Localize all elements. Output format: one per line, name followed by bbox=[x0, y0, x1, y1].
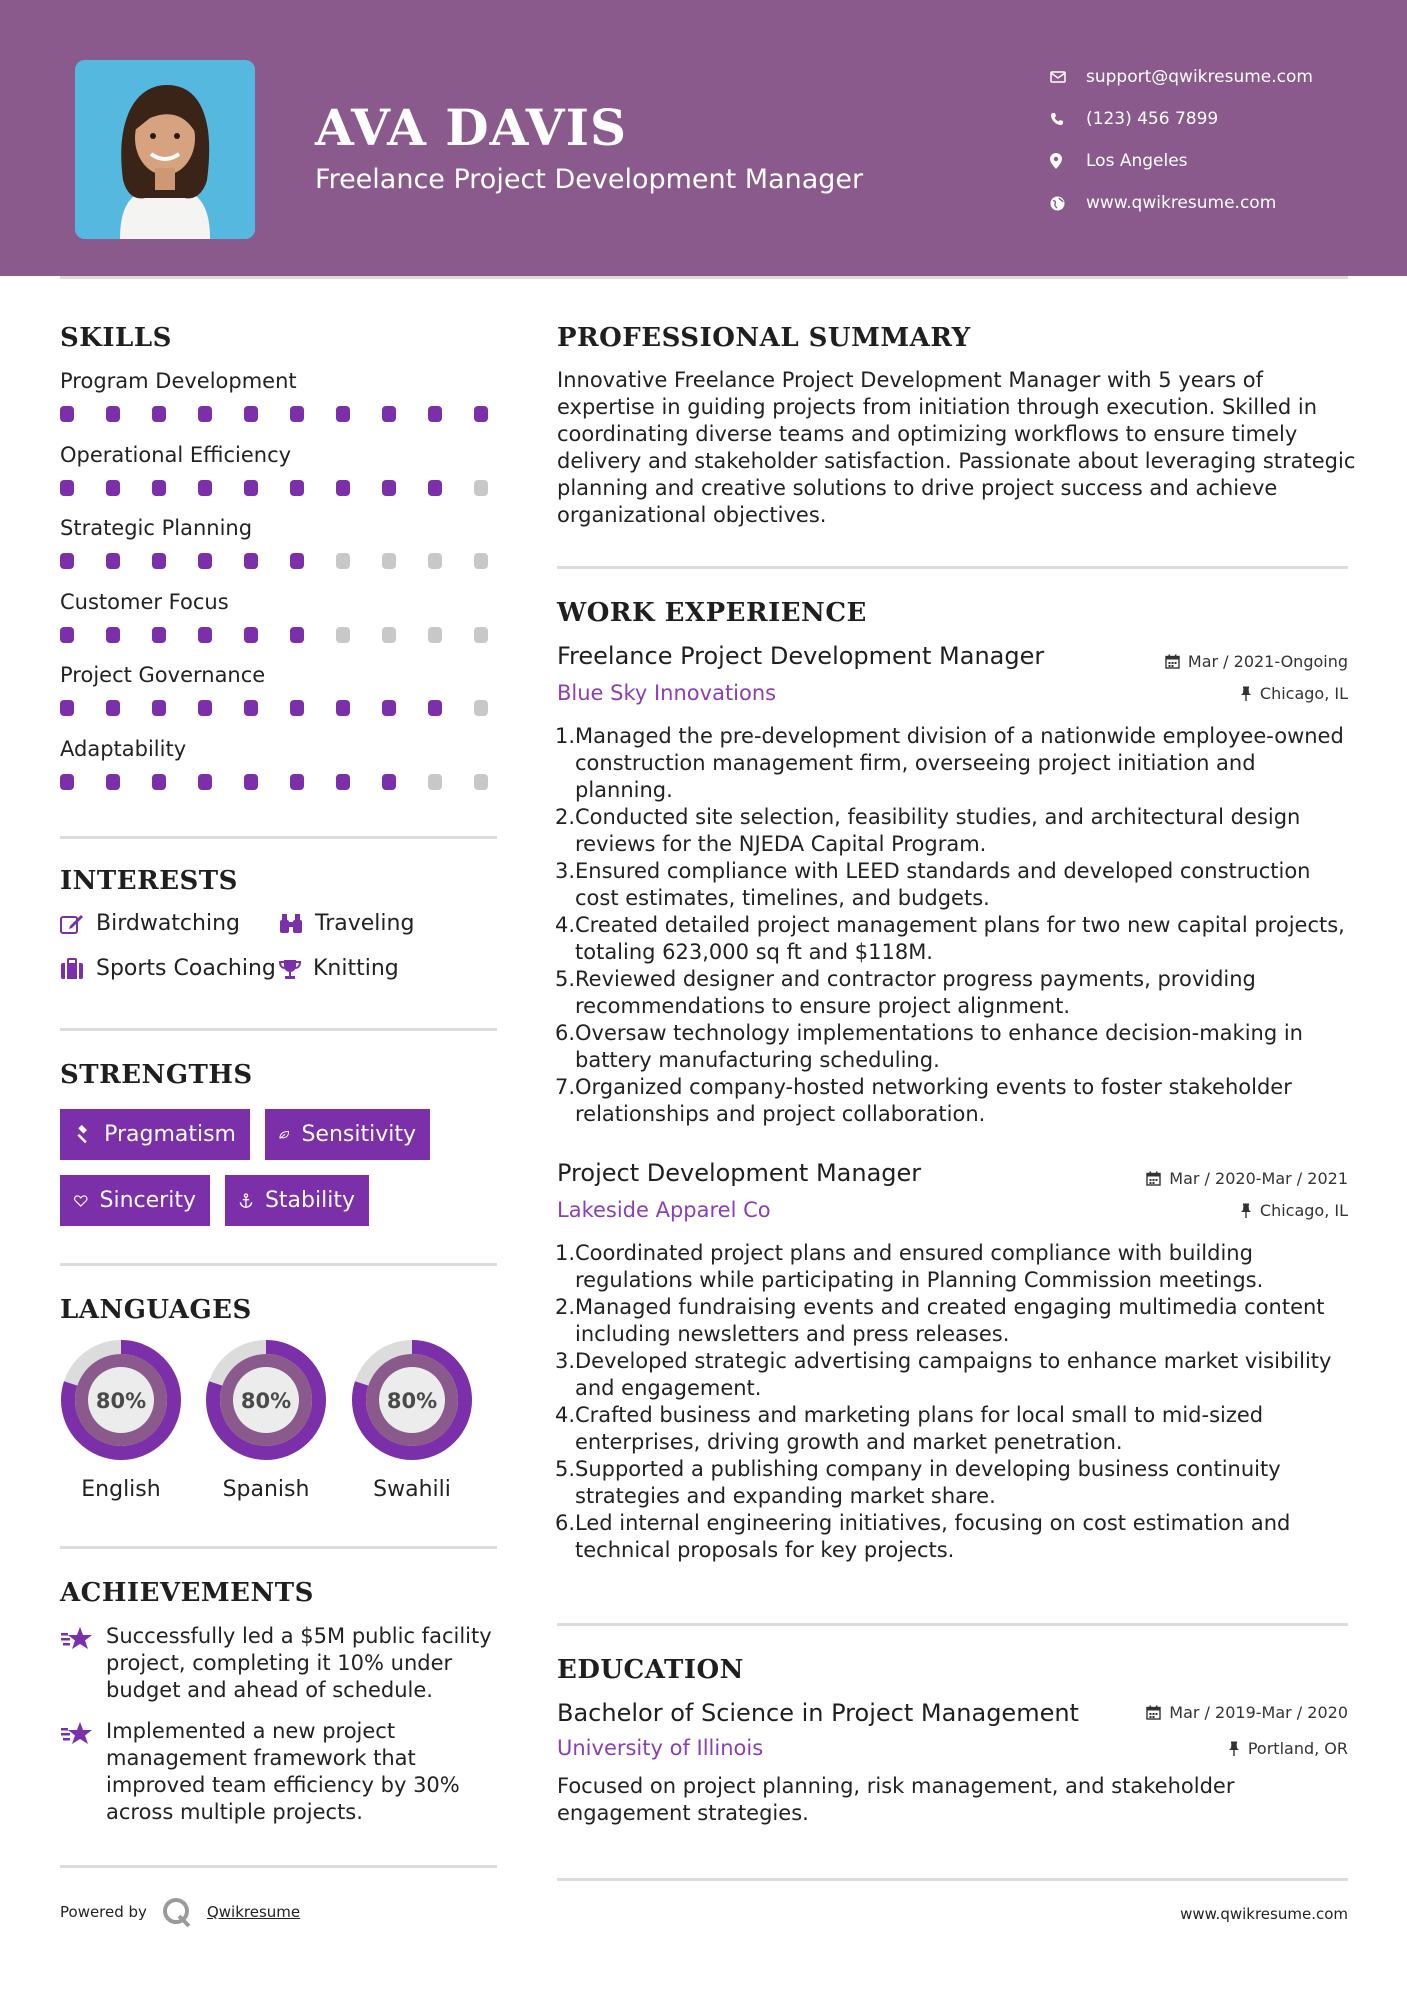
interest-item bbox=[60, 911, 240, 936]
contact-website[interactable] bbox=[1050, 182, 1313, 224]
rating-dot-empty bbox=[382, 627, 396, 643]
language-ring bbox=[205, 1339, 327, 1461]
heart-icon bbox=[74, 1191, 88, 1211]
job-dates-text: Mar / 2021-Ongoing bbox=[1187, 652, 1348, 671]
binoculars-icon bbox=[279, 913, 303, 935]
achievements-title: ACHIEVEMENTS bbox=[60, 1578, 314, 1608]
rating-dot-filled bbox=[382, 480, 396, 496]
bullet-text: Ensured compliance with LEED standards and developed construction cost estimates, timelines, and budgets. bbox=[575, 859, 1311, 910]
skill-name: Program Development bbox=[60, 369, 297, 393]
rating-dot-empty bbox=[428, 774, 442, 790]
skill-name: Customer Focus bbox=[60, 589, 229, 614]
rating-dot-filled bbox=[290, 700, 304, 716]
rating-dot-filled bbox=[60, 700, 74, 716]
interest-label: Knitting bbox=[313, 956, 399, 981]
achievement-item bbox=[60, 1718, 500, 1826]
strength-tag bbox=[265, 1109, 430, 1160]
education-dates bbox=[1146, 1703, 1348, 1722]
contact-email-text: support@qwikresume.com bbox=[1086, 67, 1313, 87]
rating-dot-filled bbox=[198, 774, 212, 790]
bullet-number: 6. bbox=[554, 1511, 575, 1535]
job-bullet bbox=[554, 1402, 1357, 1456]
brand-link[interactable]: Qwikresume bbox=[206, 1903, 301, 1921]
rating-dot-empty bbox=[474, 553, 488, 569]
job-dates bbox=[1146, 1169, 1348, 1188]
experience-divider bbox=[557, 1623, 1348, 1626]
bullet-text: Managed the pre-development division of a nationwide employee-owned construction management firm, overseeing project initiation and planning. bbox=[575, 724, 1344, 802]
rating-dot-filled bbox=[428, 480, 442, 496]
star-badge-icon bbox=[60, 1625, 94, 1651]
strength-tag bbox=[225, 1175, 369, 1226]
rating-dot-filled bbox=[382, 774, 396, 790]
rating-dot-filled bbox=[106, 406, 120, 422]
job-location-text: Chicago, IL bbox=[1259, 684, 1348, 703]
language-ring bbox=[351, 1339, 473, 1461]
bullet-text: Developed strategic advertising campaigns to enhance market visibility and engagement. bbox=[575, 1349, 1332, 1400]
education-dates-text: Mar / 2019-Mar / 2020 bbox=[1169, 1703, 1348, 1722]
summary-title: PROFESSIONAL SUMMARY bbox=[557, 323, 971, 353]
rating-dot-empty bbox=[474, 700, 488, 716]
rating-dot-empty bbox=[428, 553, 442, 569]
pushpin-icon bbox=[1228, 1741, 1240, 1756]
job-company: Lakeside Apparel Co bbox=[557, 1198, 771, 1222]
job-title: Project Development Manager bbox=[557, 1159, 922, 1187]
anchor-icon bbox=[239, 1189, 253, 1213]
rating-dot-filled bbox=[428, 700, 442, 716]
rating-dot-filled bbox=[336, 480, 350, 496]
interest-item bbox=[60, 956, 276, 981]
rating-dot-filled bbox=[152, 553, 166, 569]
bullet-text: Coordinated project plans and ensured compliance with building regulations while participating in Planning Commission meetings. bbox=[575, 1241, 1264, 1292]
bullet-number: 7. bbox=[554, 1075, 575, 1099]
job-bullet bbox=[554, 912, 1357, 966]
calendar-icon bbox=[1146, 1171, 1161, 1186]
candidate-name: AVA DAVIS bbox=[315, 98, 628, 157]
job-bullet-list bbox=[554, 723, 1357, 1128]
strengths-divider bbox=[60, 1263, 497, 1266]
rating-dot-filled bbox=[198, 480, 212, 496]
language-item bbox=[351, 1339, 473, 1502]
bullet-number: 1. bbox=[554, 1241, 575, 1265]
achievements-divider bbox=[60, 1865, 497, 1868]
rating-dot-filled bbox=[198, 627, 212, 643]
education-location-text: Portland, OR bbox=[1247, 1739, 1348, 1758]
rating-dot-filled bbox=[244, 480, 258, 496]
interest-item bbox=[279, 956, 399, 981]
education-location bbox=[1228, 1739, 1348, 1758]
rating-dot-filled bbox=[152, 406, 166, 422]
rating-dot-filled bbox=[152, 774, 166, 790]
rating-dot-filled bbox=[198, 553, 212, 569]
header-divider bbox=[60, 276, 1348, 279]
bullet-number: 4. bbox=[554, 913, 575, 937]
interest-item bbox=[279, 911, 414, 936]
candidate-role: Freelance Project Development Manager bbox=[315, 164, 864, 195]
pushpin-icon bbox=[1240, 686, 1252, 701]
skill-name: Project Governance bbox=[60, 663, 266, 687]
experience-title: WORK EXPERIENCE bbox=[557, 598, 867, 628]
job-bullet bbox=[554, 1456, 1357, 1510]
strength-label: Sincerity bbox=[99, 1188, 196, 1213]
bullet-number: 4. bbox=[554, 1403, 575, 1427]
job-bullet bbox=[554, 1294, 1357, 1348]
bullet-text: Oversaw technology implementations to enhance decision-making in battery manufacturing scheduling. bbox=[575, 1021, 1303, 1072]
bullet-number: 1. bbox=[554, 724, 575, 748]
interests-title: INTERESTS bbox=[60, 866, 238, 896]
bullet-text: Managed fundraising events and created engaging multimedia content including newsletters and press releases. bbox=[575, 1295, 1325, 1346]
language-percent: 80% bbox=[386, 1389, 438, 1413]
job-location bbox=[1240, 1201, 1348, 1220]
strength-tag bbox=[60, 1109, 250, 1160]
trophy-icon bbox=[279, 958, 301, 980]
rating-dot-filled bbox=[244, 406, 258, 422]
contact-website-text: www.qwikresume.com bbox=[1086, 193, 1277, 213]
skills-divider bbox=[60, 836, 497, 839]
skill-rating bbox=[60, 480, 520, 496]
rating-dot-filled bbox=[382, 700, 396, 716]
summary-divider bbox=[557, 566, 1348, 569]
job-bullet bbox=[554, 858, 1357, 912]
job-bullet bbox=[554, 1348, 1357, 1402]
job-dates bbox=[1165, 652, 1348, 671]
rating-dot-filled bbox=[106, 553, 120, 569]
rating-dot-empty bbox=[474, 774, 488, 790]
profile-photo bbox=[75, 60, 255, 239]
rating-dot-filled bbox=[106, 627, 120, 643]
job-company: Blue Sky Innovations bbox=[557, 681, 777, 705]
job-location-text: Chicago, IL bbox=[1259, 1201, 1348, 1220]
job-title: Freelance Project Development Manager bbox=[557, 642, 1045, 670]
education-divider bbox=[557, 1878, 1348, 1881]
rating-dot-filled bbox=[290, 627, 304, 643]
strength-label: Stability bbox=[264, 1188, 355, 1213]
skill-name: Strategic Planning bbox=[60, 516, 253, 540]
calendar-icon bbox=[1146, 1705, 1161, 1720]
bullet-number: 5. bbox=[554, 1457, 575, 1481]
job-bullet bbox=[554, 1020, 1357, 1074]
language-ring bbox=[60, 1339, 182, 1461]
bullet-text: Organized company-hosted networking events to foster stakeholder relationships and project collaboration. bbox=[575, 1075, 1292, 1126]
rating-dot-filled bbox=[244, 700, 258, 716]
rating-dot-filled bbox=[290, 553, 304, 569]
bullet-text: Created detailed project management plans for two new capital projects, totaling 623,000 sq ft and $118M. bbox=[575, 913, 1345, 964]
rating-dot-filled bbox=[244, 774, 258, 790]
job-bullet bbox=[554, 723, 1357, 804]
rating-dot-filled bbox=[244, 553, 258, 569]
skill-rating bbox=[60, 774, 520, 790]
rating-dot-filled bbox=[106, 700, 120, 716]
bullet-number: 2. bbox=[554, 805, 575, 829]
rating-dot-filled bbox=[60, 553, 74, 569]
rating-dot-filled bbox=[106, 774, 120, 790]
job-bullet bbox=[554, 966, 1357, 1020]
job-bullet bbox=[554, 1074, 1357, 1128]
language-percent: 80% bbox=[95, 1389, 147, 1413]
languages-divider bbox=[60, 1546, 497, 1549]
skill-rating bbox=[60, 406, 520, 422]
bullet-text: Crafted business and marketing plans for local small to mid-sized enterprises, driving growth and market penetration. bbox=[575, 1403, 1264, 1454]
languages-title: LANGUAGES bbox=[60, 1295, 252, 1325]
bullet-number: 3. bbox=[554, 1349, 575, 1373]
rating-dot-filled bbox=[152, 480, 166, 496]
star-badge-icon bbox=[60, 1720, 94, 1746]
bullet-text: Supported a publishing company in developing business continuity strategies and expanding market share. bbox=[575, 1457, 1281, 1508]
bullet-number: 2. bbox=[554, 1295, 575, 1319]
footer-url[interactable]: www.qwikresume.com bbox=[1180, 1905, 1348, 1923]
envelope-icon bbox=[1050, 71, 1086, 83]
interest-label: Sports Coaching bbox=[96, 956, 276, 981]
rating-dot-filled bbox=[382, 406, 396, 422]
rating-dot-filled bbox=[106, 480, 120, 496]
resume-header bbox=[0, 0, 1407, 276]
skill-rating bbox=[60, 700, 520, 716]
rating-dot-filled bbox=[60, 406, 74, 422]
bullet-number: 5. bbox=[554, 967, 575, 991]
globe-icon bbox=[1050, 196, 1086, 211]
contact-location bbox=[1050, 140, 1313, 182]
edit-icon bbox=[60, 913, 84, 935]
job-bullet bbox=[554, 1240, 1357, 1294]
bullet-text: Led internal engineering initiatives, focusing on cost estimation and technical proposals for key projects. bbox=[575, 1511, 1291, 1562]
achievement-text: Implemented a new project management framework that improved team efficiency by 30% across multiple projects. bbox=[106, 1719, 460, 1824]
contact-phone-text: (123) 456 7899 bbox=[1086, 109, 1219, 129]
bullet-number: 6. bbox=[554, 1021, 575, 1045]
skill-rating bbox=[60, 553, 520, 569]
powered-by-text: Powered by bbox=[60, 1903, 147, 1921]
rating-dot-filled bbox=[290, 774, 304, 790]
rating-dot-filled bbox=[336, 774, 350, 790]
job-dates-text: Mar / 2020-Mar / 2021 bbox=[1169, 1169, 1348, 1188]
rating-dot-filled bbox=[60, 627, 74, 643]
language-item bbox=[205, 1339, 327, 1502]
strength-tag bbox=[60, 1175, 210, 1226]
rating-dot-empty bbox=[474, 480, 488, 496]
rating-dot-filled bbox=[152, 700, 166, 716]
rating-dot-filled bbox=[198, 406, 212, 422]
contact-email[interactable] bbox=[1050, 56, 1313, 98]
job-bullet-list bbox=[554, 1240, 1357, 1564]
language-percent: 80% bbox=[240, 1389, 292, 1413]
rating-dot-filled bbox=[290, 406, 304, 422]
strength-label: Sensitivity bbox=[301, 1122, 416, 1147]
skill-rating bbox=[60, 627, 520, 643]
skill-name: Operational Efficiency bbox=[60, 442, 292, 467]
rating-dot-filled bbox=[428, 406, 442, 422]
strength-label: Pragmatism bbox=[104, 1122, 236, 1147]
achievement-item bbox=[60, 1623, 500, 1704]
rating-dot-filled bbox=[244, 627, 258, 643]
skills-title: SKILLS bbox=[60, 323, 172, 353]
skill-name: Adaptability bbox=[60, 736, 187, 761]
contact-location-text: Los Angeles bbox=[1086, 151, 1188, 171]
pushpin-icon bbox=[1240, 1203, 1252, 1218]
education-degree: Bachelor of Science in Project Management bbox=[557, 1699, 1079, 1727]
rating-dot-filled bbox=[152, 627, 166, 643]
rating-dot-filled bbox=[60, 774, 74, 790]
rating-dot-filled bbox=[336, 700, 350, 716]
education-description: Focused on project planning, risk management, and stakeholder engagement strategies. bbox=[557, 1774, 1235, 1825]
interests-divider bbox=[60, 1028, 497, 1031]
bullet-text: Conducted site selection, feasibility studies, and architectural design reviews for the NJEDA Capital Program. bbox=[575, 805, 1301, 856]
language-name: Spanish bbox=[222, 1477, 310, 1502]
rating-dot-filled bbox=[474, 406, 488, 422]
language-name: English bbox=[81, 1477, 161, 1502]
summary-text: Innovative Freelance Project Development Manager with 5 years of expertise in guiding projects from initiation through execution. Skilled in coordinating diverse teams and optimizing workflows to ensure timely delivery and stakeholder satisfaction. Passionate about leveraging strategic planning and creative solutions to drive project success and achieve organizational objectives. bbox=[557, 368, 1356, 527]
education-school: University of Illinois bbox=[557, 1736, 764, 1760]
job-location bbox=[1240, 684, 1348, 703]
map-pin-icon bbox=[1050, 153, 1086, 169]
contact-list bbox=[1050, 56, 1313, 224]
interest-label: Birdwatching bbox=[96, 911, 240, 936]
education-title: EDUCATION bbox=[557, 1655, 744, 1685]
footer-powered-by bbox=[60, 1896, 300, 1928]
contact-phone[interactable] bbox=[1050, 98, 1313, 140]
rating-dot-filled bbox=[336, 406, 350, 422]
rating-dot-empty bbox=[382, 553, 396, 569]
phone-icon bbox=[1050, 112, 1086, 126]
achievement-text: Successfully led a $5M public facility project, completing it 10% under budget and ahead of schedule. bbox=[106, 1624, 492, 1702]
job-bullet bbox=[554, 1510, 1357, 1564]
job-bullet bbox=[554, 804, 1357, 858]
rating-dot-filled bbox=[198, 700, 212, 716]
language-item bbox=[60, 1339, 182, 1502]
rating-dot-empty bbox=[336, 553, 350, 569]
rating-dot-empty bbox=[428, 627, 442, 643]
gavel-icon bbox=[74, 1124, 92, 1146]
briefcase-icon bbox=[60, 958, 84, 980]
strengths-title: STRENGTHS bbox=[60, 1060, 253, 1090]
calendar-icon bbox=[1165, 654, 1180, 669]
leaf-icon bbox=[279, 1125, 289, 1145]
rating-dot-filled bbox=[60, 480, 74, 496]
interest-label: Traveling bbox=[315, 911, 415, 936]
qwikresume-logo-icon bbox=[161, 1896, 193, 1928]
rating-dot-filled bbox=[290, 480, 304, 496]
rating-dot-empty bbox=[474, 627, 488, 643]
language-name: Swahili bbox=[373, 1477, 451, 1502]
bullet-number: 3. bbox=[554, 859, 575, 883]
bullet-text: Reviewed designer and contractor progress payments, providing recommendations to ensure project alignment. bbox=[575, 967, 1256, 1018]
rating-dot-empty bbox=[336, 627, 350, 643]
